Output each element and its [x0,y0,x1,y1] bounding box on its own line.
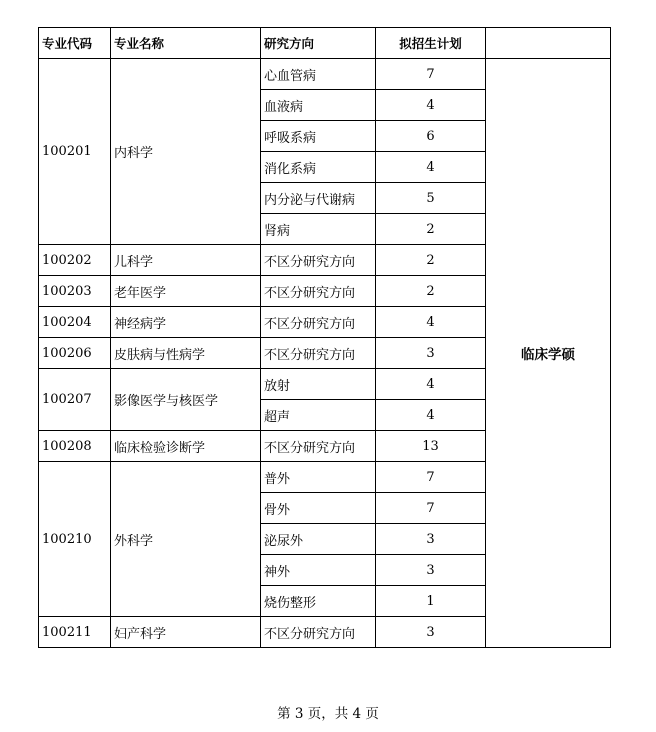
research-direction-cell: 血液病 [261,90,376,121]
enrollment-count-cell: 5 [376,183,486,214]
enrollment-count-cell: 2 [376,245,486,276]
research-direction-cell: 不区分研究方向 [261,617,376,648]
research-direction-cell: 普外 [261,462,376,493]
enrollment-count-cell: 4 [376,369,486,400]
enrollment-count-cell: 7 [376,59,486,90]
header-enrollment-plan: 拟招生计划 [376,28,486,59]
research-direction-cell: 心血管病 [261,59,376,90]
major-code-cell: 100207 [39,369,111,431]
major-name-cell: 妇产科学 [111,617,261,648]
research-direction-cell: 内分泌与代谢病 [261,183,376,214]
enrollment-count-cell: 6 [376,121,486,152]
major-name-cell: 神经病学 [111,307,261,338]
major-name-cell: 儿科学 [111,245,261,276]
enrollment-count-cell: 13 [376,431,486,462]
major-name-cell: 皮肤病与性病学 [111,338,261,369]
research-direction-cell: 肾病 [261,214,376,245]
major-name-cell: 老年医学 [111,276,261,307]
page-number: 第 3 页，共 4 页 [277,706,379,722]
header-remarks [486,28,611,59]
enrollment-count-cell: 3 [376,555,486,586]
enrollment-count-cell: 7 [376,493,486,524]
major-code-cell: 100206 [39,338,111,369]
enrollment-count-cell: 3 [376,617,486,648]
research-direction-cell: 神外 [261,555,376,586]
research-direction-cell: 呼吸系病 [261,121,376,152]
header-major-name: 专业名称 [111,28,261,59]
enrollment-count-cell: 3 [376,524,486,555]
enrollment-count-cell: 4 [376,90,486,121]
major-name-cell: 临床检验诊断学 [111,431,261,462]
enrollment-count-cell: 4 [376,307,486,338]
enrollment-count-cell: 1 [376,586,486,617]
table-row [39,59,611,90]
major-code-cell: 100204 [39,307,111,338]
research-direction-cell: 放射 [261,369,376,400]
major-code-cell: 100202 [39,245,111,276]
enrollment-count-cell: 3 [376,338,486,369]
research-direction-cell: 不区分研究方向 [261,307,376,338]
major-code-cell: 100203 [39,276,111,307]
major-name-cell: 影像医学与核医学 [111,369,261,431]
major-code-cell: 100211 [39,617,111,648]
table-header-row [39,28,611,59]
table-body [39,59,611,648]
major-code-cell: 100210 [39,462,111,617]
major-name-cell: 内科学 [111,59,261,245]
research-direction-cell: 骨外 [261,493,376,524]
header-major-code: 专业代码 [39,28,111,59]
major-code-cell: 100201 [39,59,111,245]
enrollment-count-cell: 7 [376,462,486,493]
research-direction-cell: 超声 [261,400,376,431]
research-direction-cell: 泌尿外 [261,524,376,555]
enrollment-count-cell: 2 [376,276,486,307]
enrollment-count-cell: 4 [376,400,486,431]
research-direction-cell: 不区分研究方向 [261,338,376,369]
research-direction-cell: 不区分研究方向 [261,431,376,462]
research-direction-cell: 不区分研究方向 [261,245,376,276]
enrollment-count-cell: 2 [376,214,486,245]
research-direction-cell: 烧伤整形 [261,586,376,617]
research-direction-cell: 不区分研究方向 [261,276,376,307]
enrollment-count-cell: 4 [376,152,486,183]
header-research-direction: 研究方向 [261,28,376,59]
research-direction-cell: 消化系病 [261,152,376,183]
major-name-cell: 外科学 [111,462,261,617]
degree-type-cell: 临床学硕 [486,59,611,648]
major-code-cell: 100208 [39,431,111,462]
enrollment-plan-table [38,27,611,648]
